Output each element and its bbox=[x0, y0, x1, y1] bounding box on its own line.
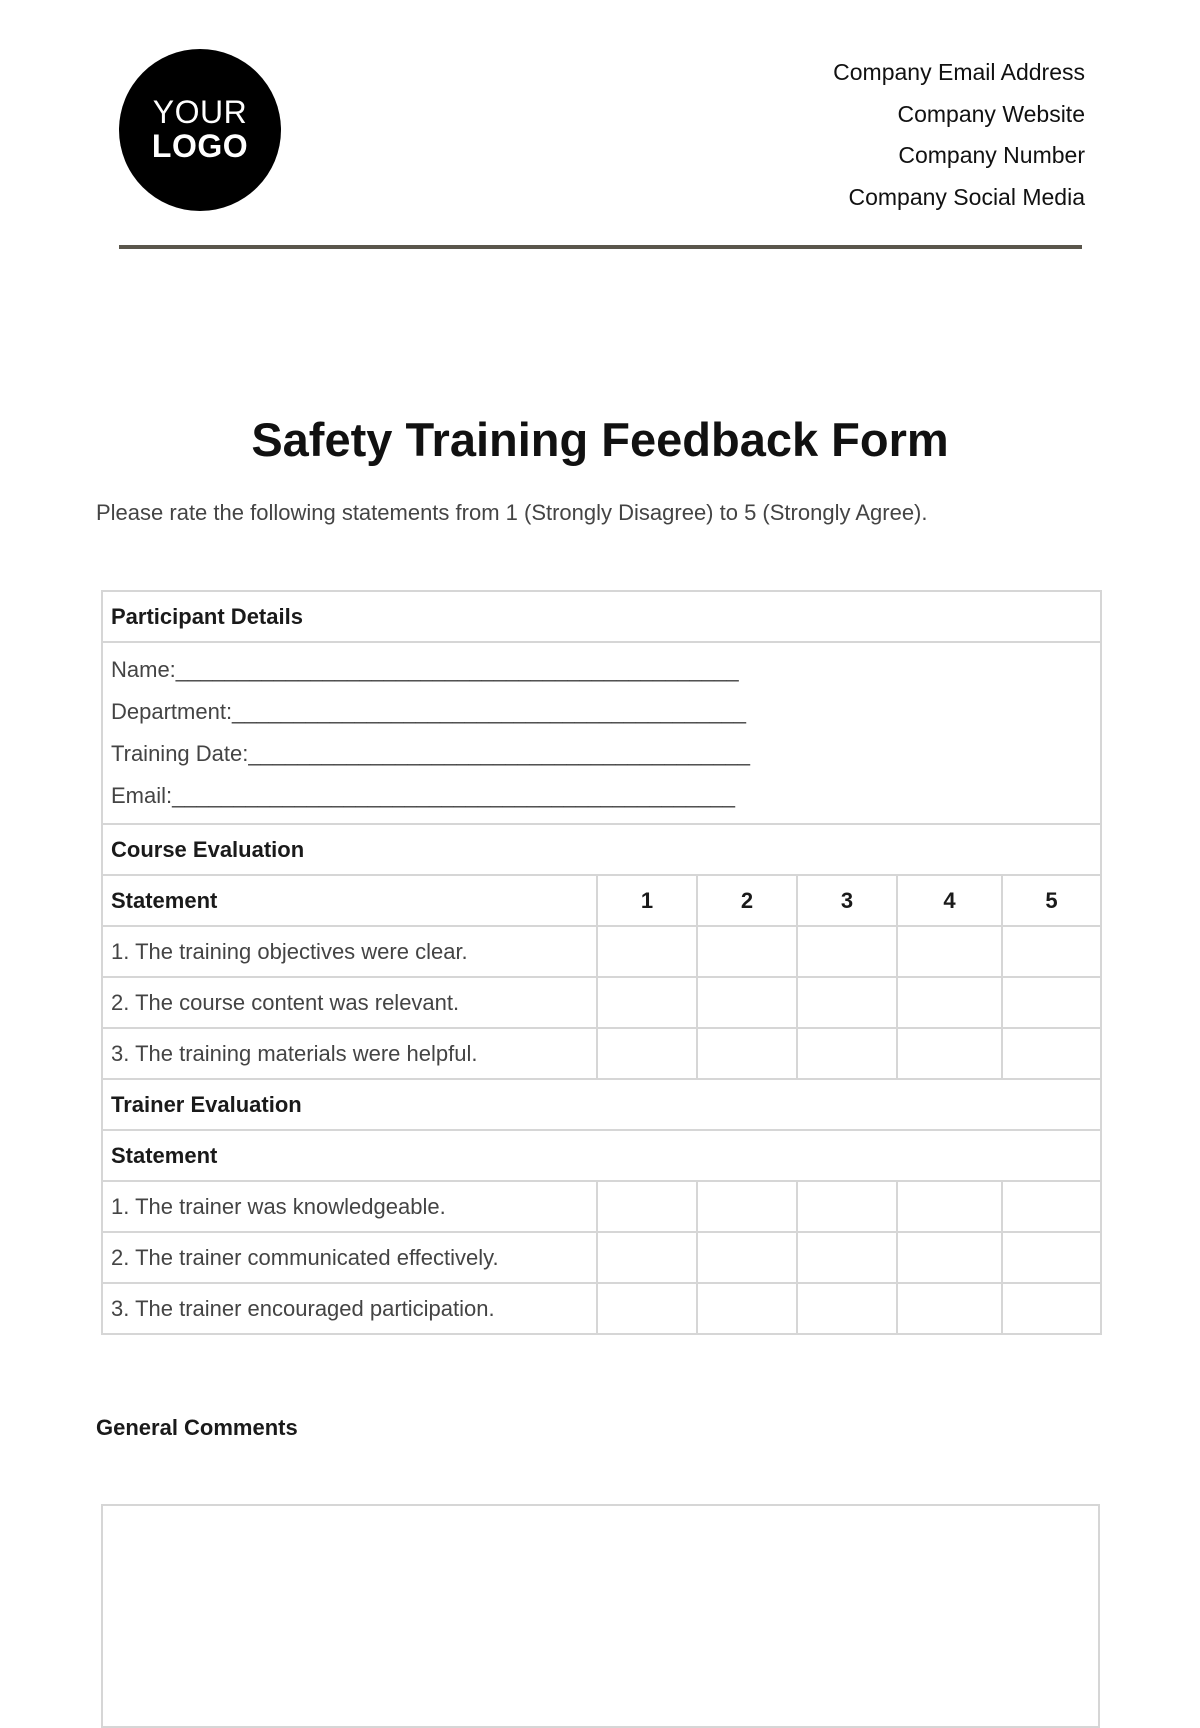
rating-cell[interactable] bbox=[797, 926, 897, 977]
rating-header-4: 4 bbox=[897, 875, 1002, 926]
company-number: Company Number bbox=[898, 142, 1085, 168]
training-date-field[interactable]: Training Date:_________________________________________ bbox=[111, 741, 751, 766]
company-social: Company Social Media bbox=[848, 183, 1085, 210]
rating-cell[interactable] bbox=[697, 1028, 797, 1079]
rating-header-2: 2 bbox=[697, 875, 797, 926]
rating-header-3: 3 bbox=[797, 875, 897, 926]
rating-cell[interactable] bbox=[897, 1028, 1002, 1079]
rating-header-1: 1 bbox=[597, 875, 697, 926]
participant-details-heading: Participant Details bbox=[102, 591, 1101, 642]
company-email: Company Email Address bbox=[833, 59, 1085, 85]
table-row bbox=[102, 1232, 1101, 1283]
rating-cell[interactable] bbox=[697, 1181, 797, 1232]
rating-cell[interactable] bbox=[897, 1283, 1002, 1334]
email-field[interactable]: Email:______________________________________________ bbox=[111, 783, 735, 808]
name-field[interactable]: Name:______________________________________________ bbox=[111, 657, 739, 682]
rating-cell[interactable] bbox=[797, 1283, 897, 1334]
department-field[interactable]: Department:__________________________________________ bbox=[111, 699, 746, 724]
course-statement-1: 1. The training objectives were clear. bbox=[102, 926, 597, 977]
statement-header: Statement bbox=[102, 875, 597, 926]
company-info bbox=[833, 52, 1085, 218]
company-logo bbox=[119, 49, 281, 211]
rating-cell[interactable] bbox=[597, 1232, 697, 1283]
rating-cell[interactable] bbox=[1002, 1028, 1101, 1079]
rating-cell[interactable] bbox=[897, 977, 1002, 1028]
rating-cell[interactable] bbox=[1002, 1181, 1101, 1232]
rating-cell[interactable] bbox=[797, 977, 897, 1028]
course-statement-3: 3. The training materials were helpful. bbox=[102, 1028, 597, 1079]
participant-details-fields bbox=[102, 642, 1101, 824]
trainer-evaluation-heading: Trainer Evaluation bbox=[102, 1079, 1101, 1130]
table-row bbox=[102, 1028, 1101, 1079]
header-divider bbox=[119, 245, 1082, 249]
rating-cell[interactable] bbox=[897, 1181, 1002, 1232]
rating-cell[interactable] bbox=[597, 1181, 697, 1232]
rating-cell[interactable] bbox=[1002, 1283, 1101, 1334]
rating-cell[interactable] bbox=[697, 977, 797, 1028]
trainer-statement-header: Statement bbox=[102, 1130, 1101, 1181]
table-row bbox=[102, 1283, 1101, 1334]
rating-cell[interactable] bbox=[797, 1232, 897, 1283]
course-rating-header-row bbox=[102, 875, 1101, 926]
rating-header-5: 5 bbox=[1002, 875, 1101, 926]
rating-cell[interactable] bbox=[697, 1283, 797, 1334]
rating-cell[interactable] bbox=[697, 1232, 797, 1283]
trainer-statement-1: 1. The trainer was knowledgeable. bbox=[102, 1181, 597, 1232]
table-row bbox=[102, 1181, 1101, 1232]
trainer-statement-2: 2. The trainer communicated effectively. bbox=[102, 1232, 597, 1283]
logo-line-2: LOGO bbox=[151, 128, 249, 164]
course-evaluation-heading: Course Evaluation bbox=[102, 824, 1101, 875]
logo-line-1: YOUR bbox=[152, 94, 248, 131]
rating-cell[interactable] bbox=[897, 926, 1002, 977]
general-comments-box[interactable] bbox=[101, 1504, 1100, 1728]
rating-cell[interactable] bbox=[1002, 1232, 1101, 1283]
rating-cell[interactable] bbox=[897, 1232, 1002, 1283]
rating-cell[interactable] bbox=[797, 1028, 897, 1079]
trainer-statement-3: 3. The trainer encouraged participation. bbox=[102, 1283, 597, 1334]
rating-cell[interactable] bbox=[597, 977, 697, 1028]
rating-cell[interactable] bbox=[597, 926, 697, 977]
rating-cell[interactable] bbox=[697, 926, 797, 977]
rating-cell[interactable] bbox=[597, 1028, 697, 1079]
rating-cell[interactable] bbox=[1002, 977, 1101, 1028]
table-row bbox=[102, 977, 1101, 1028]
general-comments-label: General Comments bbox=[96, 1415, 298, 1440]
page-title: Safety Training Feedback Form bbox=[251, 413, 949, 466]
rating-cell[interactable] bbox=[597, 1283, 697, 1334]
rating-cell[interactable] bbox=[1002, 926, 1101, 977]
instructions: Please rate the following statements from 1 (Strongly Disagree) to 5 (Strongly Agree). bbox=[96, 500, 928, 525]
company-website: Company Website bbox=[897, 100, 1085, 127]
rating-cell[interactable] bbox=[797, 1181, 897, 1232]
course-statement-2: 2. The course content was relevant. bbox=[102, 977, 597, 1028]
feedback-table bbox=[101, 590, 1102, 1335]
table-row bbox=[102, 926, 1101, 977]
